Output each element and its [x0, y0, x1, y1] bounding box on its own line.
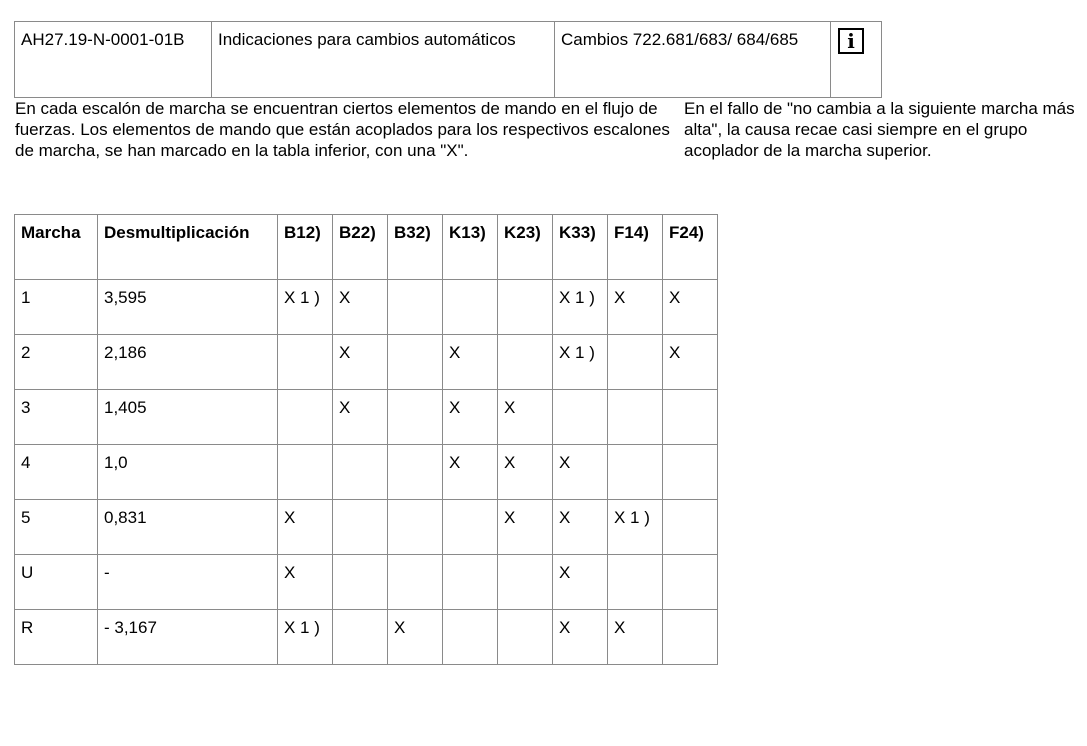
element-cell [498, 555, 553, 610]
gear-cell: 1 [15, 280, 98, 335]
document-subject: Cambios 722.681/683/ 684/685 [561, 30, 799, 49]
element-cell [498, 280, 553, 335]
table-row [15, 555, 718, 610]
gear-cell: 3 [15, 390, 98, 445]
element-cell [443, 500, 498, 555]
element-cell [443, 280, 498, 335]
table-row [15, 335, 718, 390]
element-cell: X 1 ) [553, 280, 608, 335]
ratio-cell: - 3,167 [98, 610, 278, 665]
element-cell: X [553, 610, 608, 665]
element-cell: X [498, 445, 553, 500]
column-header: K13) [443, 215, 498, 280]
element-cell [443, 555, 498, 610]
column-header: B22) [333, 215, 388, 280]
failure-note-paragraph: En el fallo de "no cambia a la siguiente marcha más alta", la causa recae casi siempre en el grupo acoplador de la marcha superior. [684, 99, 1075, 160]
element-cell [333, 555, 388, 610]
element-cell: X [333, 390, 388, 445]
document-code-cell [15, 22, 212, 98]
element-cell: X [443, 390, 498, 445]
table-row [15, 280, 718, 335]
element-cell: X [278, 555, 333, 610]
element-cell [608, 390, 663, 445]
gear-cell: U [15, 555, 98, 610]
element-cell: X [553, 555, 608, 610]
element-cell [278, 390, 333, 445]
table-header-row [15, 215, 718, 280]
element-cell: X [333, 280, 388, 335]
element-cell [278, 445, 333, 500]
column-header: Desmultiplicación [98, 215, 278, 280]
element-cell: X [608, 610, 663, 665]
gear-shift-table [14, 214, 718, 665]
column-header: K23) [498, 215, 553, 280]
document-code: AH27.19-N-0001-01B [21, 30, 185, 49]
ratio-cell: 0,831 [98, 500, 278, 555]
element-cell [608, 335, 663, 390]
element-cell: X [553, 500, 608, 555]
element-cell [388, 500, 443, 555]
info-icon[interactable]: i [838, 28, 864, 54]
intro-paragraph: En cada escalón de marcha se encuentran ciertos elementos de mando en el flujo de fuerzas. Los elementos de mando que están acoplados para los respectivos escalones de marcha, se han marcado en la tabla inferior, con una "X". [15, 99, 670, 160]
gear-cell: R [15, 610, 98, 665]
element-cell: X [498, 500, 553, 555]
column-header: K33) [553, 215, 608, 280]
element-cell [388, 280, 443, 335]
element-cell: X [278, 500, 333, 555]
element-cell: X 1 ) [608, 500, 663, 555]
element-cell [278, 335, 333, 390]
element-cell: X [663, 280, 718, 335]
element-cell: X [333, 335, 388, 390]
element-cell: X [388, 610, 443, 665]
element-cell: X 1 ) [278, 610, 333, 665]
element-cell [608, 555, 663, 610]
column-header: B12) [278, 215, 333, 280]
element-cell [333, 445, 388, 500]
element-cell: X [443, 335, 498, 390]
element-cell [663, 500, 718, 555]
element-cell: X [498, 390, 553, 445]
element-cell [388, 555, 443, 610]
element-cell [333, 610, 388, 665]
column-header: F14) [608, 215, 663, 280]
element-cell: X 1 ) [278, 280, 333, 335]
ratio-cell: 1,0 [98, 445, 278, 500]
element-cell [388, 390, 443, 445]
table-row [15, 445, 718, 500]
element-cell [663, 390, 718, 445]
element-cell: X [553, 445, 608, 500]
element-cell: X [663, 335, 718, 390]
element-cell: X [443, 445, 498, 500]
element-cell [663, 445, 718, 500]
table-row [15, 500, 718, 555]
element-cell: X 1 ) [553, 335, 608, 390]
document-subject-cell [555, 22, 831, 98]
column-header: F24) [663, 215, 718, 280]
element-cell [663, 555, 718, 610]
gear-cell: 4 [15, 445, 98, 500]
document-title: Indicaciones para cambios automáticos [218, 30, 516, 49]
element-cell [608, 445, 663, 500]
table-body [15, 280, 718, 665]
document-header [14, 21, 882, 98]
table-row [15, 390, 718, 445]
table-row [15, 610, 718, 665]
ratio-cell: 1,405 [98, 390, 278, 445]
element-cell [663, 610, 718, 665]
element-cell [388, 335, 443, 390]
column-header: Marcha [15, 215, 98, 280]
element-cell [333, 500, 388, 555]
ratio-cell: 2,186 [98, 335, 278, 390]
element-cell [498, 610, 553, 665]
element-cell [498, 335, 553, 390]
element-cell [388, 445, 443, 500]
gear-cell: 2 [15, 335, 98, 390]
element-cell: X [608, 280, 663, 335]
gear-cell: 5 [15, 500, 98, 555]
ratio-cell: - [98, 555, 278, 610]
column-header: B32) [388, 215, 443, 280]
info-cell [831, 22, 882, 98]
element-cell [443, 610, 498, 665]
ratio-cell: 3,595 [98, 280, 278, 335]
document-title-cell [212, 22, 555, 98]
element-cell [553, 390, 608, 445]
